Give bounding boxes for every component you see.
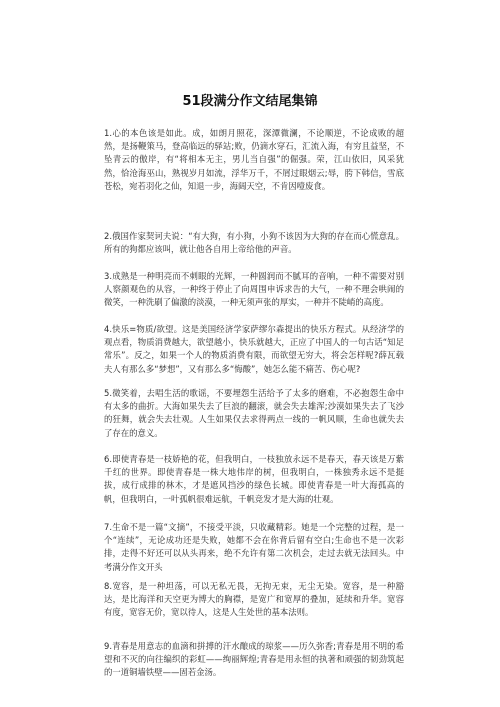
- paragraph-3: 3.成熟是一种明亮而不刺眼的光辉，一种圆润而不腻耳的音响，一种不需要对别人察颜观色的从容，一种终于停止了向周围申诉求告的大气，一种不理会哄闹的微笑，一种洗刷了偏激的淡漠，一种无须声张的厚实，一种并不陡峭的高度。: [104, 271, 404, 308]
- document-title: 51段满分作文结尾集锦: [182, 94, 318, 109]
- paragraph-5: 5.微笑着，去唱生活的歌谣，不要埋怨生活给予了太多的磨难，不必抱怨生命中有太多的曲折。大海如果失去了巨浪的翻滚，就会失去雄浑;沙漠如果失去了飞沙的狂舞，就会失去壮观。人生如果仅去求得两点一线的一帆风顺，生命也就失去了存在的意义。: [104, 388, 404, 438]
- paragraph-2: 2.俄国作家契诃夫说：“有大狗，有小狗，小狗不该因为大狗的存在而心慌意乱。所有的狗都应该叫，就让他各自用上帝给他的声音。: [104, 231, 404, 255]
- paragraph-4: 4.快乐=物质/欲望。这是美国经济学家萨缪尔森提出的快乐方程式。从经济学的观点看，物质消费越大，欲望越小，快乐就越大，正应了中国人的一句古话“知足常乐”。反之，如果一个人的物质消费有限，而欲望无穷大，将会怎样呢?薛瓦载夫人有那么多“梦想”，又有那么多“悔酸”，她怎么能不痛苦、伤心呢?: [104, 324, 404, 374]
- paragraph-1: 1.心的本色该是如此。成，如朗月照花，深潭微澜，不论顺逆，不论成败的超然，是扬鞭策马，登高临远的驿站;败，仍滴水穿石，汇流入海，有穷且益坚，不坠青云的傲岸，有“将相本无主，男儿当自强”的倔强。荣，江山依旧，风采犹然，恰沧海巫山，熟视岁月如流，浮华万千，不屑过眼烟云;辱，胯下韩信，雪底苍松，宛若羽化之仙，知退一步，海阔天空，不肯因噎废食。: [104, 128, 404, 191]
- paragraph-9: 9.青春是用意志的血滴和拼搏的汗水酿成的琼浆——历久弥香;青春是用不明的希望和不灭的向往编织的彩虹——绚丽辉煌;青春是用永恒的执著和顽强的韧劲筑起的一道铜墙铁壁——固若金汤。: [104, 641, 404, 678]
- paragraph-6: 6.即使青春是一枝娇艳的花，但我明白，一枝独放永远不是春天，春天该是万紫千红的世界。即使青春是一株大地伟岸的树，但我明白，一株独秀永远不是挺拔，成行成排的林木，才是遮风挡沙的绿色长城。即使青春是一叶大海孤高的帆，但我明白，一叶孤帆很难远航，千帆竞发才是大海的壮观。: [104, 454, 404, 504]
- paragraph-7: 7.生命不是一篇“文摘”，不接受平淡，只收藏精彩。她是一个完整的过程，是一个“连续”，无论成功还是失败，她都不会在你背后留有空白;生命也不是一次彩排，走得不好还可以从头再来，绝不允许有第二次机会，走过去就无法回头。中考满分作文开头: [104, 522, 404, 572]
- paragraph-8: 8.宽容，是一种坦荡，可以无私无畏，无拘无束，无尘无染。宽容，是一种豁达，是比海洋和天空更为博大的胸襟，是宽广和宽厚的叠加，延续和升华。宽容有度，宽容无价，宽以待人，这是人生处世的基本法则。: [104, 581, 404, 618]
